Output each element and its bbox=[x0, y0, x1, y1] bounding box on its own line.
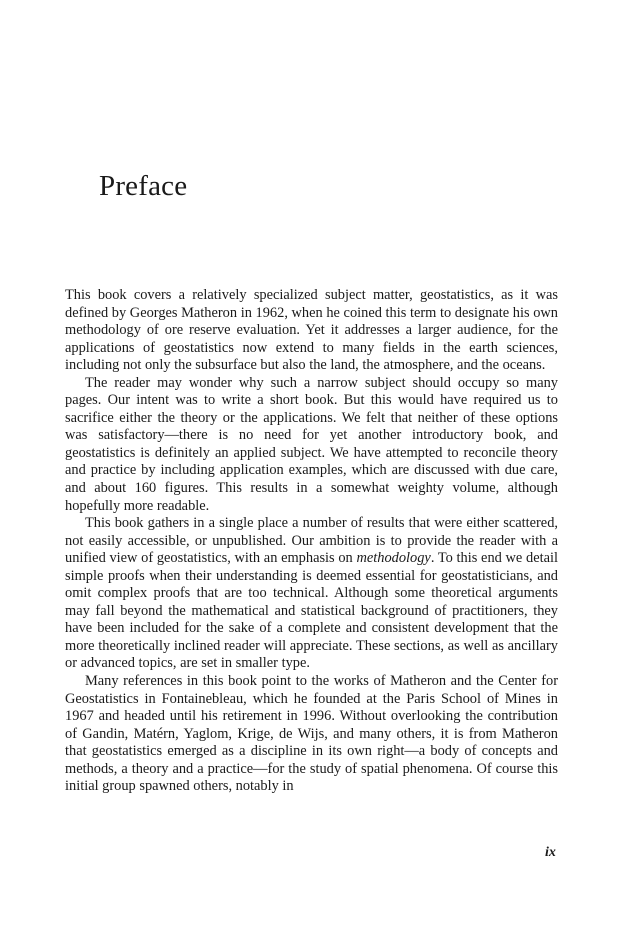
paragraph-3-text-after: . To this end we detail simple proofs when their understanding is deemed essential for geostatisticians, and omit complex proofs that are too technical. Although some theoretical arguments may fall beyond the mathematical and statistical background of practitioners, they have been included for the sake of a complete and consistent development that the more theoretically inclined reader will appreciate. These sections, as well as ancillary or advanced topics, are set in smaller type. bbox=[65, 550, 558, 672]
body-text bbox=[65, 287, 558, 796]
paragraph-3 bbox=[65, 515, 558, 673]
emphasized-word: methodology bbox=[356, 550, 431, 567]
paragraph-1: This book covers a relatively specialized subject matter, geostatistics, as it was defined by Georges Matheron in 1962, when he coined this term to designate his own methodology of ore reserve evaluation. Yet it addresses a larger audience, for the applications of geostatistics now extend to many fields in the earth sciences, including not only the subsurface but also the land, the atmosphere, and the oceans. bbox=[65, 287, 558, 374]
chapter-title: Preface bbox=[99, 170, 188, 202]
paragraph-3-text-before: This book gathers in a single place a number of results that were either scattered, not easily accessible, or unpublished. Our ambition is to provide the reader with a unified view of geostatistics, with an emphasis on bbox=[65, 515, 558, 567]
page-number: ix bbox=[545, 845, 556, 860]
paragraph-4: Many references in this book point to the works of Matheron and the Center for Geostatistics in Fontainebleau, which he founded at the Paris School of Mines in 1967 and headed until his retirement in 1996. Without overlooking the contribution of Gandin, Matérn, Yaglom, Krige, de Wijs, and many others, it is from Matheron that geostatistics emerged as a discipline in its own right—a body of concepts and methods, a theory and a practice—for the study of spatial phenomena. Of course this initial group spawned others, notably in bbox=[65, 673, 558, 795]
paragraph-2: The reader may wonder why such a narrow subject should occupy so many pages. Our intent was to write a short book. But this would have required us to sacrifice either the theory or the applications. We felt that neither of these options was satisfactory—there is no need for yet another introductory book, and geostatistics is definitely an applied subject. We have attempted to reconcile theory and practice by including application examples, which are discussed with due care, and about 160 figures. This results in a somewhat weighty volume, although hopefully more readable. bbox=[65, 374, 558, 514]
